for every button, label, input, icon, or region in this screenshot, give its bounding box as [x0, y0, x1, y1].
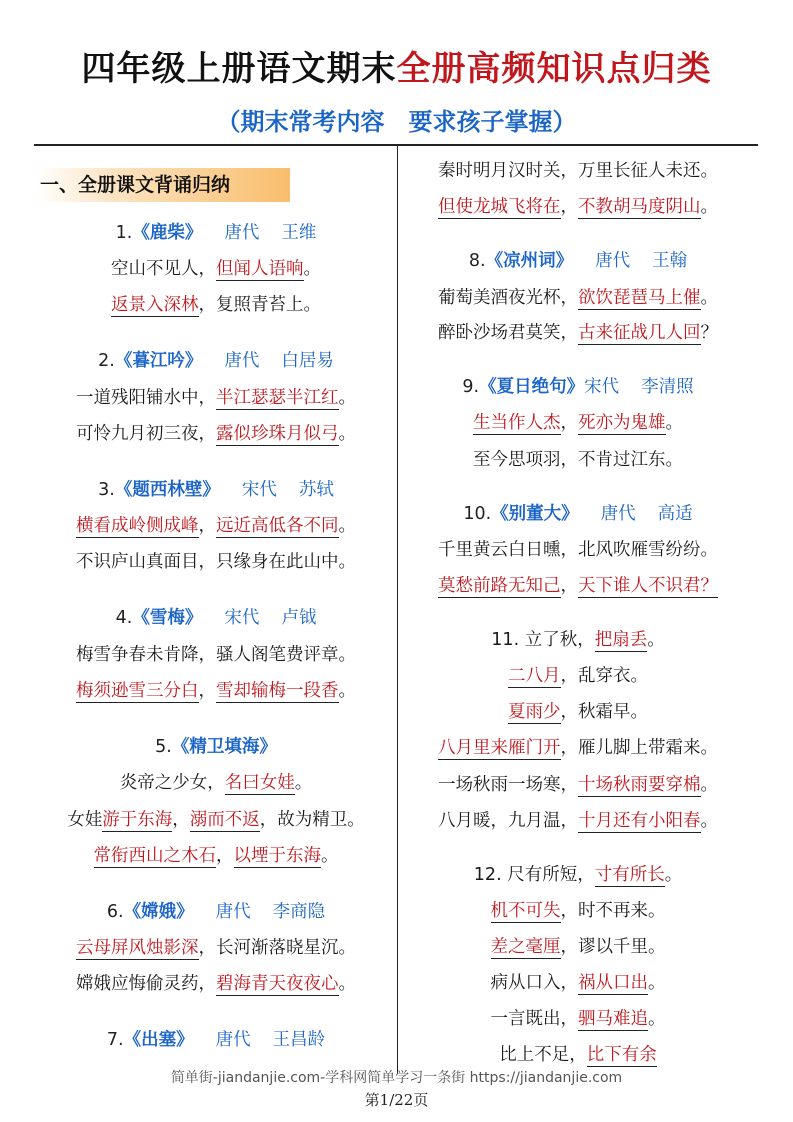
poem-line: 云母屏风烛影深，长河渐落晓星沉。 [76, 938, 356, 958]
poem-line: 女娃游于东海，溺而不返，故为精卫。 [67, 810, 365, 830]
poem-line: 莫愁前路无知己，天下谁人不识君？ [438, 576, 718, 596]
poem-title-5: 5.《精卫填海》 [155, 737, 277, 757]
saying-line: 一言既出，驷马难追。 [490, 1009, 666, 1029]
saying-line: 八月里来雁门开，雁儿脚上带霜来。 [438, 738, 718, 758]
poem-line: 炎帝之少女，名曰女娃。 [119, 773, 313, 793]
saying-line: 夏雨少，秋霜早。 [508, 702, 648, 722]
poem-line: 葡萄美酒夜光杯，欲饮琵琶马上催。 [438, 288, 718, 308]
saying-line: 八月暖，九月温，十月还有小阳春。 [438, 811, 718, 831]
poem-title-3: 3.《题西林壁》 宋代 苏轼 [98, 480, 334, 500]
poem-line: 不识庐山真面目，只缘身在此山中。 [76, 552, 356, 572]
poem-line: 返景入深林，复照青苔上。 [111, 295, 321, 315]
poem-title-4: 4.《雪梅》 宋代 卢钺 [115, 608, 317, 628]
header-divider [34, 144, 758, 146]
poem-line: 生当作人杰，死亦为鬼雄。 [473, 413, 683, 433]
poem-line: 可怜九月初三夜，露似珍珠月似弓。 [76, 424, 356, 444]
poem-line: 秦时明月汉时关，万里长征人未还。 [438, 161, 718, 181]
poem-title-8: 8.《凉州词》 唐代 王翰 [468, 251, 688, 271]
poem-title-7: 7.《出塞》 唐代 王昌龄 [106, 1030, 326, 1050]
saying-line: 11. 立了秋，把扇丢。 [491, 630, 665, 650]
page-subtitle: （期末常考内容 要求孩子掌握） [216, 108, 577, 136]
poem-line: 嫦娥应悔偷灵药，碧海青天夜夜心。 [76, 974, 356, 994]
poem-line: 千里黄云白日曛，北风吹雁雪纷纷。 [438, 540, 718, 560]
saying-line: 机不可失，时不再来。 [490, 901, 666, 921]
saying-line: 差之毫厘，谬以千里。 [490, 937, 666, 957]
page-number: 第1/22页 [364, 1091, 429, 1109]
poem-line: 横看成岭侧成峰，远近高低各不同。 [76, 516, 356, 536]
poem-title-10: 10.《别董大》 唐代 高适 [463, 504, 693, 524]
page-title [0, 42, 793, 96]
footer-site-link[interactable]: 简单街-jiandanjie.com-学科网简单学习一条街 https://jiandanjie.com [170, 1070, 623, 1086]
poem-line: 但使龙城飞将在，不教胡马度阴山。 [438, 197, 718, 217]
poem-line: 空山不见人，但闻人语响。 [111, 259, 321, 279]
saying-line: 病从口入，祸从口出。 [490, 973, 666, 993]
poem-line: 常衔西山之木石，以堙于东海。 [93, 846, 339, 866]
saying-line: 二八月，乱穿衣。 [508, 666, 648, 686]
poem-title-9: 9.《夏日绝句》宋代 李清照 [462, 377, 694, 397]
poem-line: 醉卧沙场君莫笑，古来征战几人回？ [438, 323, 718, 343]
poem-title-1: 1.《鹿柴》 唐代 王维 [115, 223, 317, 243]
column-divider [397, 146, 398, 1074]
title-part-red: 全册高频知识点归类 [396, 49, 712, 89]
section-heading: 一、全册课文背诵归纳 [36, 168, 290, 202]
poem-line: 梅须逊雪三分白，雪却输梅一段香。 [76, 681, 356, 701]
saying-line: 一场秋雨一场寒，十场秋雨要穿棉。 [438, 775, 718, 795]
poem-title-6: 6.《嫦娥》 唐代 李商隐 [106, 902, 326, 922]
poem-line: 梅雪争春未肯降，骚人阁笔费评章。 [76, 645, 356, 665]
poem-title-2: 2.《暮江吟》 唐代 白居易 [98, 351, 334, 371]
saying-line: 比上不足，比下有余 [499, 1045, 657, 1065]
poem-line: 一道残阳铺水中，半江瑟瑟半江红。 [76, 388, 356, 408]
saying-line: 12. 尺有所短，寸有所长。 [473, 865, 683, 885]
poem-line: 至今思项羽，不肯过江东。 [473, 450, 683, 470]
title-part-black: 四年级上册语文期末 [81, 49, 397, 89]
